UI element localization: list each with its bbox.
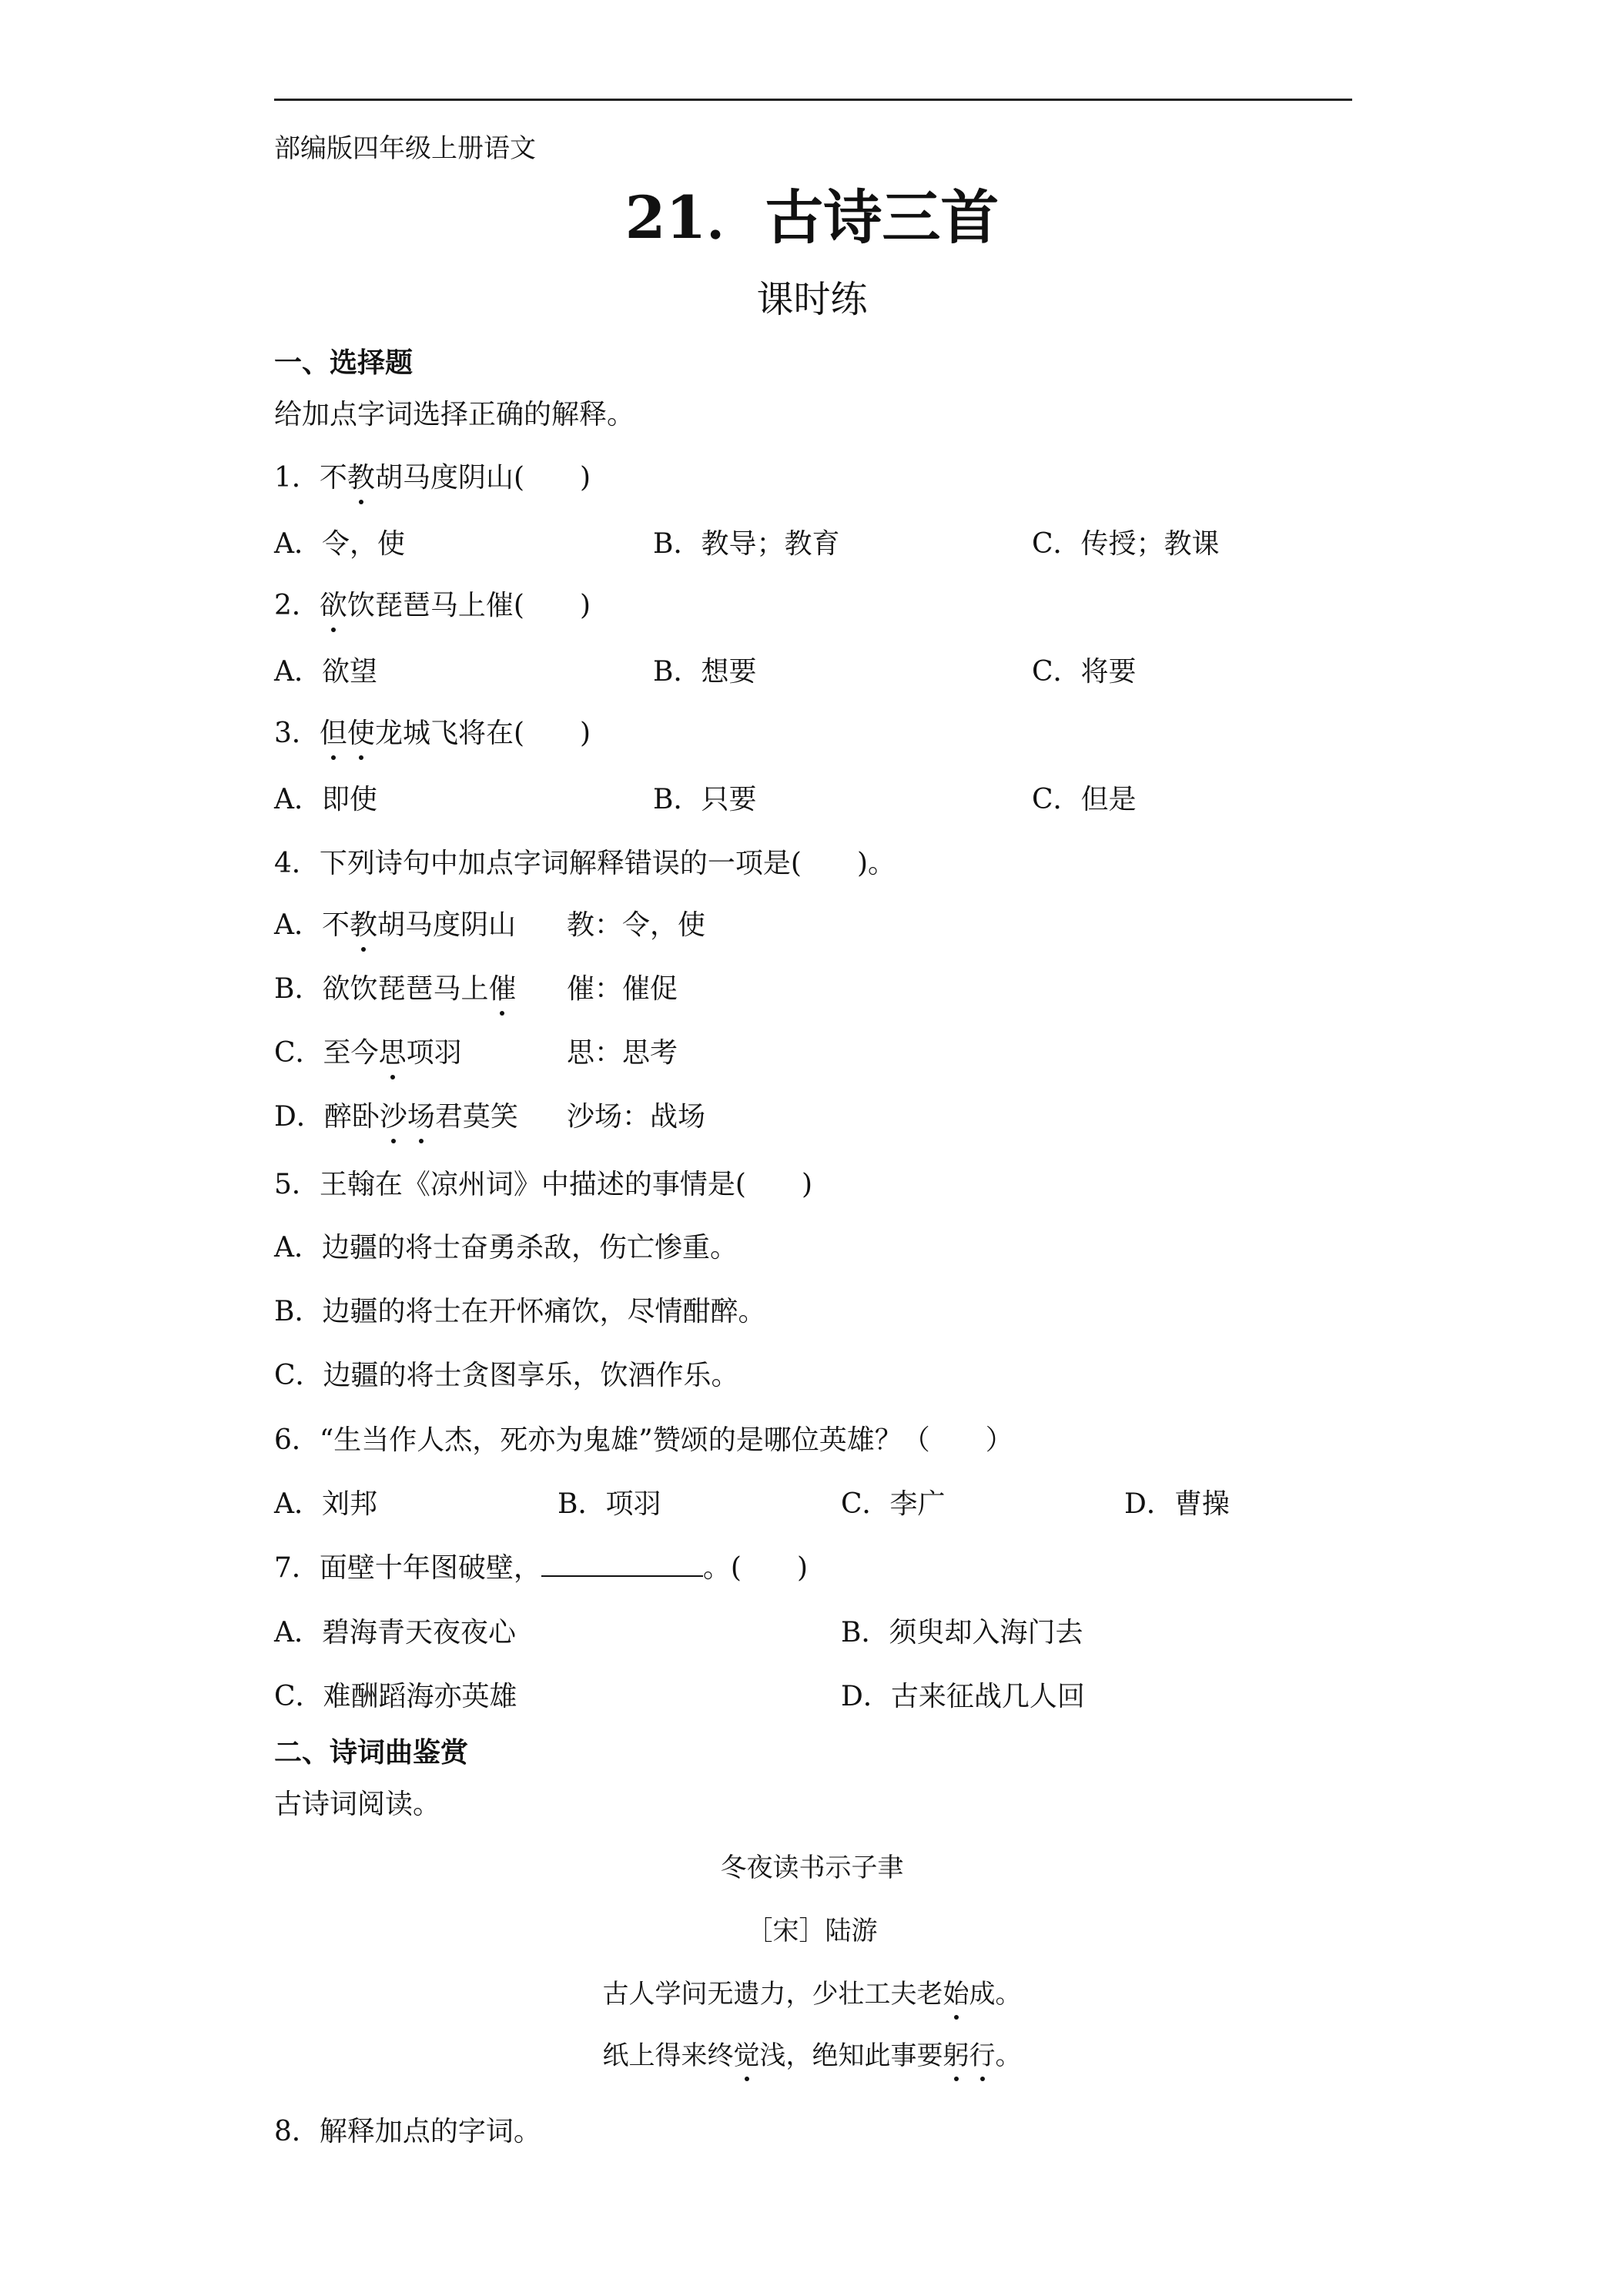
stem-text: 。( )	[702, 1552, 808, 1584]
section-instruction: 给加点字词选择正确的解释。	[274, 399, 635, 430]
dotted-char: 始	[943, 1973, 969, 2010]
stem-text: 饮琵琶马上催( )	[347, 590, 591, 621]
question-4: 4．下列诗句中加点字词解释错误的一项是( )。	[274, 848, 896, 879]
question-5: 5．王翰在《凉州词》中描述的事情是( )	[274, 1169, 812, 1200]
option-text: 醉卧	[323, 1101, 380, 1133]
section-heading-poetry: 二、诗词曲鉴赏	[274, 1736, 469, 1769]
section-instruction: 古诗词阅读。	[274, 1789, 441, 1820]
option-text: 至今	[323, 1037, 379, 1069]
dotted-char: 思	[379, 1031, 407, 1070]
option-a[interactable]: A．边疆的将士奋勇杀敌，伤亡惨重。	[274, 1232, 738, 1263]
question-8: 8．解释加点的字词。	[274, 2116, 541, 2147]
option-b[interactable]: B．边疆的将士在开怀痛饮，尽情酣醉。	[274, 1296, 766, 1327]
option-d[interactable]: D．曹操	[1124, 1488, 1230, 1520]
question-number: 1．	[274, 462, 320, 494]
option-text: 不	[322, 909, 350, 941]
dotted-char: 场	[407, 1095, 435, 1134]
option-c[interactable]: C．但是	[1032, 784, 1137, 815]
option-gloss: 思：思考	[567, 1037, 678, 1069]
option-b[interactable]: B．教导；教育	[653, 528, 840, 560]
poem-line-2	[0, 2034, 1624, 2072]
option-c[interactable]	[274, 1031, 462, 1070]
dotted-char: 沙	[380, 1095, 407, 1134]
option-text: 胡马度阴山	[377, 909, 517, 941]
dotted-char: 教	[347, 456, 375, 495]
question-7	[274, 1546, 808, 1585]
book-header: 部编版四年级上册语文	[274, 133, 536, 164]
poem-line-1	[0, 1973, 1624, 2010]
question-3	[274, 711, 591, 751]
question-2	[274, 584, 591, 623]
option-b[interactable]: B．须臾却入海门去	[841, 1617, 1083, 1648]
question-1	[274, 456, 591, 495]
option-a[interactable]: A．令，使	[274, 528, 405, 560]
option-a[interactable]: A．刘邦	[274, 1488, 377, 1520]
option-text: 项羽	[406, 1037, 462, 1069]
dotted-char: 欲	[320, 584, 347, 623]
question-number: 3．	[274, 718, 320, 749]
option-text: 欲饮琵琶马上	[322, 973, 489, 1005]
option-b[interactable]: B．只要	[653, 784, 757, 815]
stem-text: 龙城飞将在( )	[374, 718, 591, 749]
option-b[interactable]: B．想要	[653, 656, 757, 688]
dotted-char: 行	[969, 2034, 996, 2072]
option-text: 君莫笑	[434, 1101, 518, 1133]
option-b[interactable]	[274, 967, 517, 1006]
option-gloss: 催：催促	[567, 973, 678, 1005]
header-rule	[274, 99, 1352, 101]
option-b[interactable]: B．项羽	[558, 1488, 661, 1520]
answer-blank[interactable]	[541, 1552, 703, 1577]
question-number: 2．	[274, 590, 320, 621]
option-label: B．	[274, 973, 323, 1005]
poem-author: ［宋］陆游	[746, 1916, 878, 1946]
option-c[interactable]: C．李广	[841, 1488, 946, 1520]
poem-text: 成。	[969, 1979, 1022, 2010]
option-c[interactable]: C．将要	[1032, 656, 1137, 688]
option-d[interactable]: D．古来征战几人回	[841, 1681, 1085, 1712]
question-6: 6．“生当作人杰，死亦为鬼雄”赞颂的是哪位英雄？（ ）	[274, 1424, 1013, 1456]
option-c[interactable]: C．传授；教课	[1032, 528, 1220, 560]
dotted-char: 催	[488, 967, 516, 1006]
poem-title: 冬夜读书示子聿	[720, 1853, 904, 1883]
section-heading-choice: 一、选择题	[274, 346, 414, 379]
dotted-char: 觉	[734, 2034, 760, 2072]
stem-text: 7．面壁十年图破壁，	[274, 1552, 541, 1584]
poem-text: 纸上得来终	[602, 2040, 734, 2071]
option-a[interactable]: A．碧海青天夜夜心	[274, 1617, 516, 1648]
dotted-char: 但	[320, 711, 347, 751]
option-a[interactable]: A．欲望	[274, 656, 377, 688]
poem-text: 浅，绝知此事要	[759, 2040, 943, 2071]
poem-text: 。	[995, 2040, 1022, 2071]
dotted-char: 使	[347, 711, 375, 751]
option-a[interactable]: A．即使	[274, 784, 377, 815]
poem-text: 古人学问无遗力，少壮工夫老	[602, 1979, 943, 2010]
option-gloss: 教：令，使	[567, 909, 706, 941]
option-d[interactable]	[274, 1095, 518, 1134]
option-gloss: 沙场：战场	[567, 1101, 706, 1133]
stem-text: 胡马度阴山( )	[374, 462, 591, 494]
dotted-char: 教	[350, 903, 377, 942]
option-label: A．	[274, 909, 322, 941]
dotted-char: 躬	[943, 2034, 969, 2072]
option-a[interactable]	[274, 903, 516, 942]
option-c[interactable]: C．边疆的将士贪图享乐，饮酒作乐。	[274, 1360, 739, 1391]
option-c[interactable]: C．难酬蹈海亦英雄	[274, 1681, 517, 1712]
page-title: 21．古诗三首	[624, 183, 1000, 252]
option-label: C．	[274, 1037, 323, 1069]
option-label: D．	[274, 1101, 324, 1133]
page-subtitle: 课时练	[756, 278, 868, 321]
stem-text: 不	[319, 462, 347, 494]
